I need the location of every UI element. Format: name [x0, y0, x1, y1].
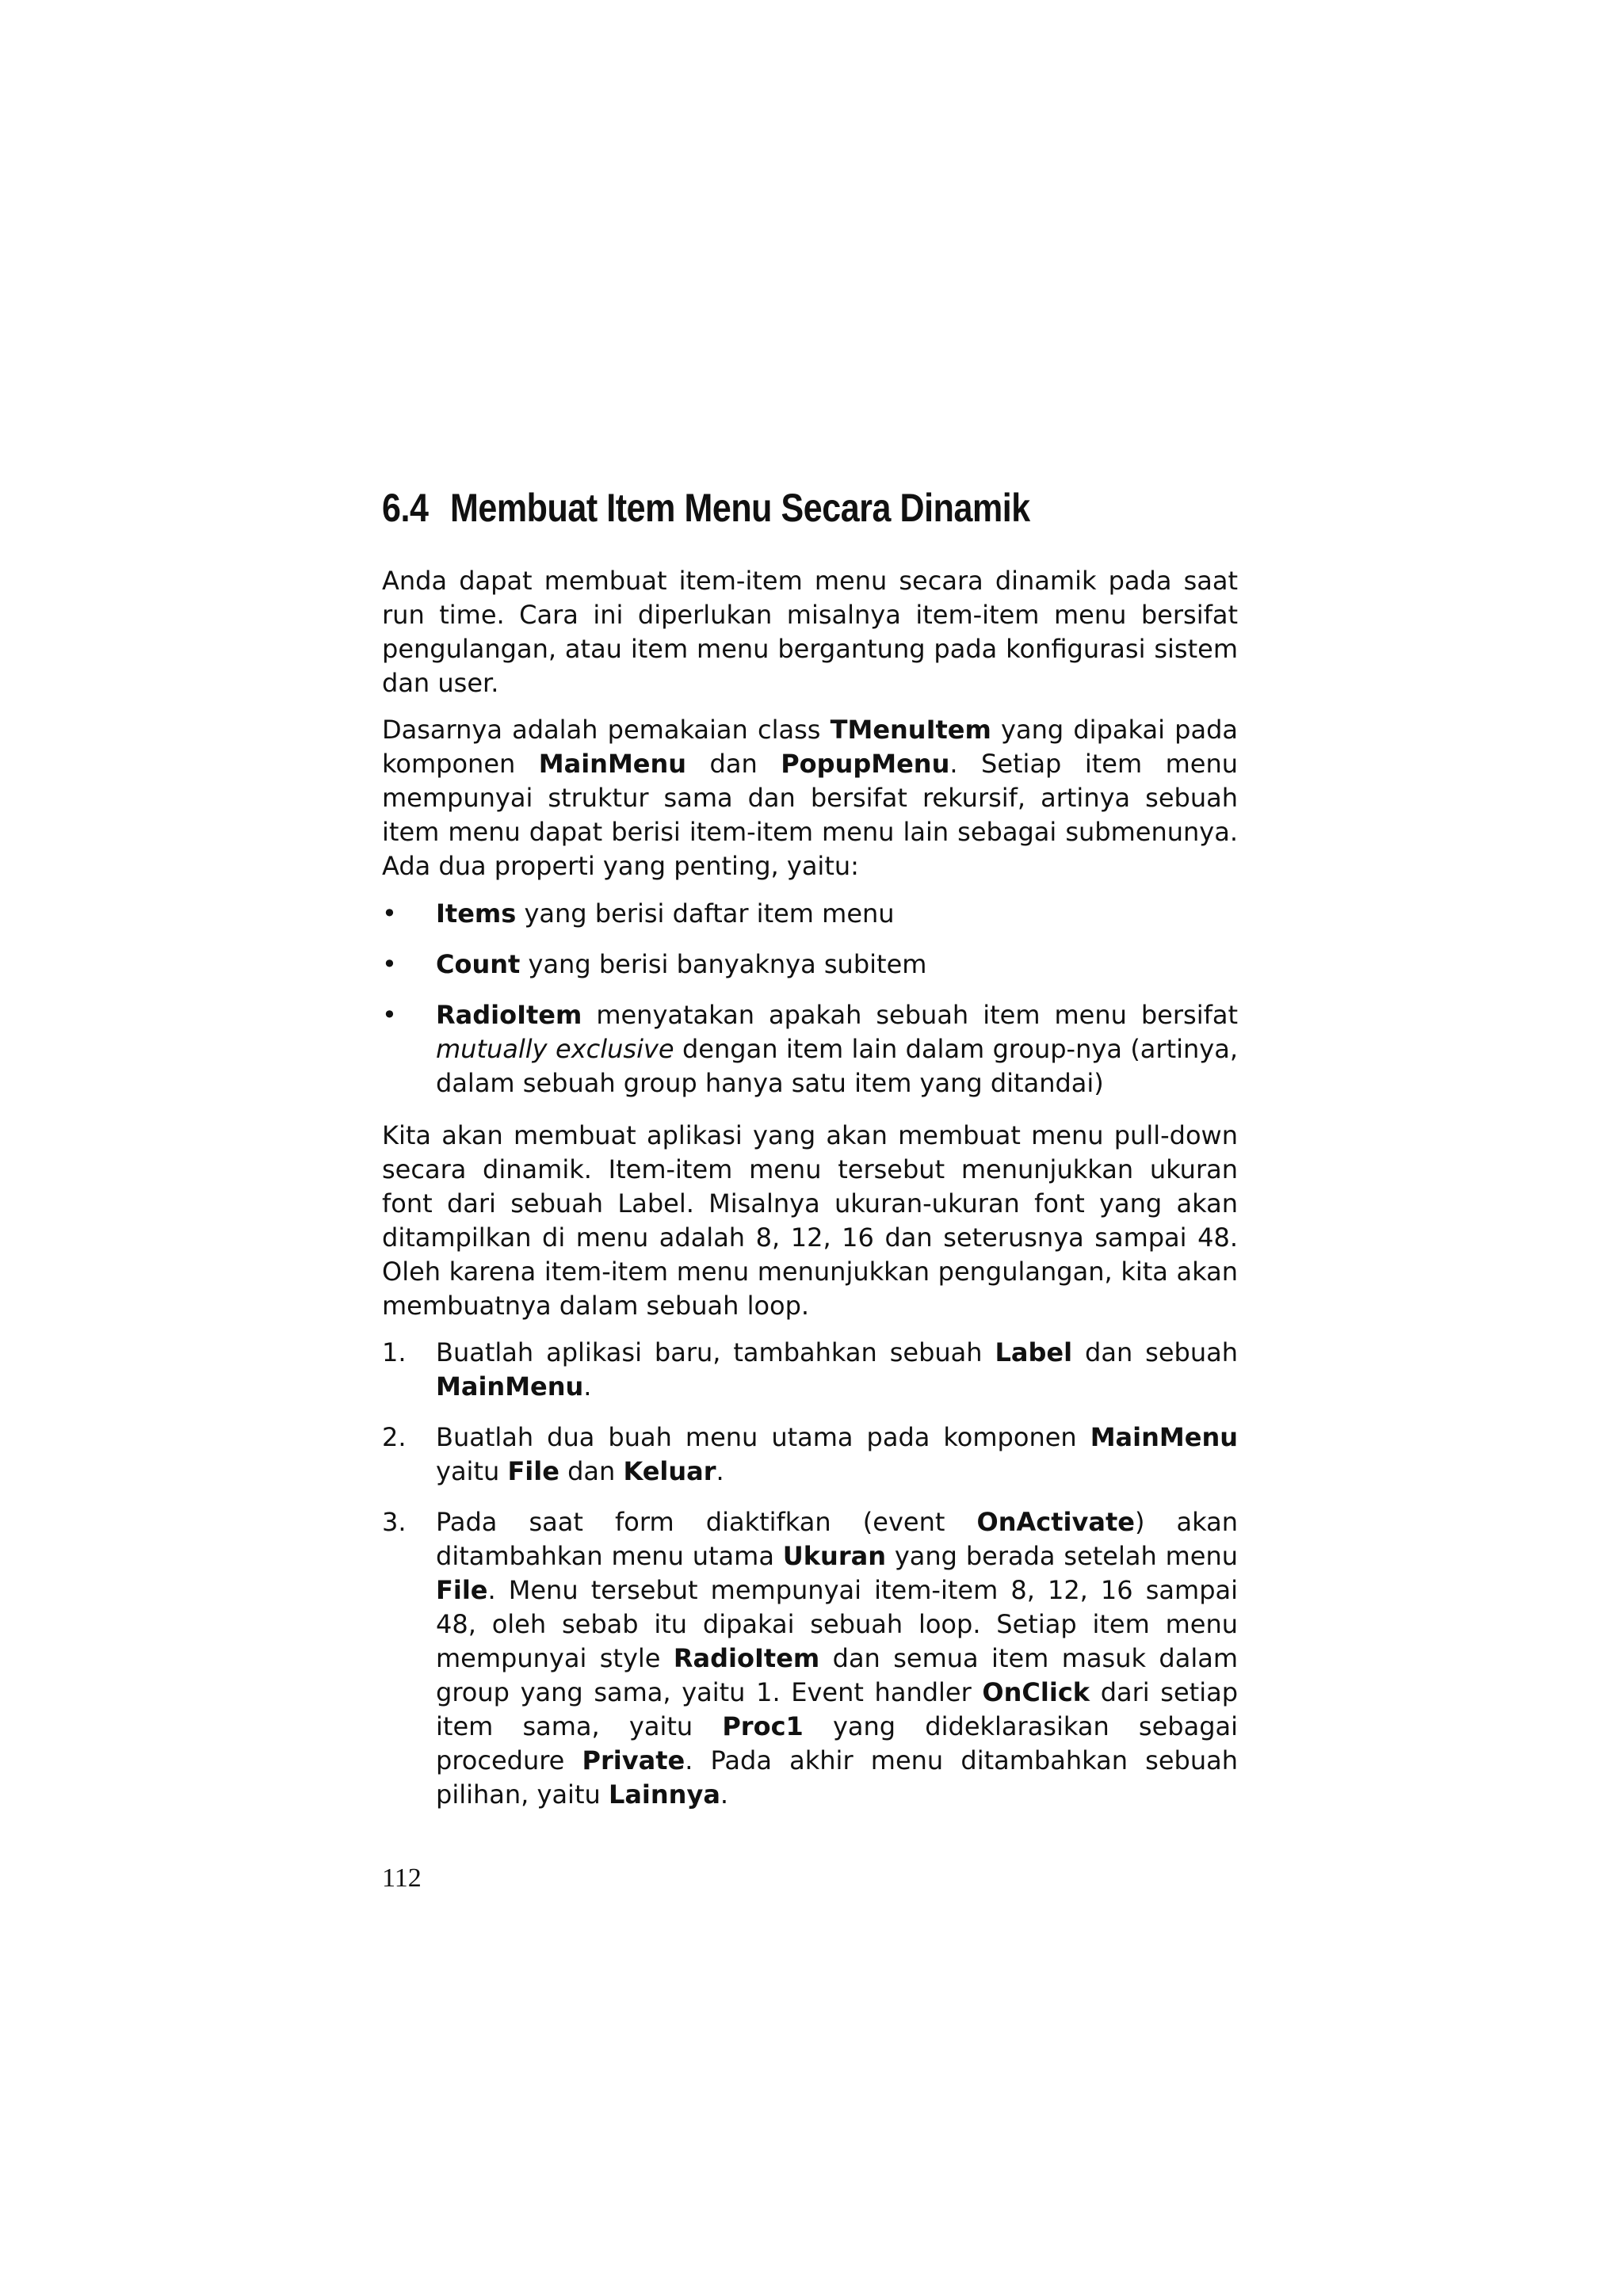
step-item-1: [382, 1336, 1238, 1404]
text-run: dan sebuah: [1072, 1337, 1239, 1367]
section-title: Membuat Item Menu Secara Dinamik: [450, 486, 1030, 530]
bullet-text: [436, 1000, 1238, 1098]
bold-term: TMenuItem: [830, 715, 991, 745]
text-run: dari setiap item sama, yaitu: [436, 1677, 1239, 1741]
text-run: Kita akan membuat aplikasi yang akan membuat menu pull-down secara dinamik. Item-item menu tersebut menunjukkan ukuran font dari sebuah Label. Misalnya ukuran-ukuran font yang akan ditampilkan di menu adalah 8, 12, 16 dan seterusnya sampai 48. Oleh karena item-item menu menunjukkan pengulangan, kita akan membuatnya dalam sebuah loop.: [382, 1120, 1238, 1321]
bullet-marker: •: [382, 898, 397, 929]
bold-term: RadioItem: [436, 1000, 582, 1030]
text-run: .: [583, 1371, 592, 1402]
pulldown-paragraph: [382, 1119, 1238, 1323]
step-number: 3.: [382, 1507, 407, 1537]
step-text: [436, 1422, 1238, 1486]
step-item-2: [382, 1421, 1238, 1489]
text-run: dan: [559, 1456, 624, 1486]
intro-paragraph: [382, 564, 1238, 700]
text-run: dengan item lain dalam group-nya (artinya, dalam sebuah group hanya satu item yang ditandai): [436, 1034, 1239, 1098]
text-run: yang berada setelah menu: [885, 1541, 1239, 1571]
italic-term: mutually exclusive: [436, 1034, 674, 1064]
text-run: Dasarnya adalah pemakaian class: [382, 715, 831, 745]
text-run: .: [720, 1779, 729, 1810]
text-run: yang dideklarasikan sebagai procedure: [436, 1711, 1238, 1775]
bold-term: File: [436, 1575, 488, 1605]
bold-term: Proc1: [722, 1711, 804, 1741]
tmenuitem-paragraph: [382, 713, 1238, 883]
text-run: yaitu: [436, 1456, 508, 1486]
bold-term: PopupMenu: [781, 749, 950, 779]
bold-term: File: [507, 1456, 559, 1486]
step-text: [436, 1507, 1238, 1810]
bold-term: Label: [995, 1337, 1073, 1367]
bullet-item-radioitem: [382, 998, 1238, 1100]
bold-term: Keluar: [623, 1456, 716, 1486]
step-text: [436, 1337, 1238, 1402]
text-run: menyatakan apakah sebuah item menu bersifat: [582, 1000, 1238, 1030]
text-run: . Pada akhir menu ditambahkan sebuah pilihan, yaitu: [436, 1745, 1239, 1810]
step-number: 2.: [382, 1422, 407, 1452]
bullet-text: [436, 949, 926, 979]
bold-term: RadioItem: [673, 1643, 820, 1673]
page-number: 112: [382, 1863, 422, 1893]
bold-term: Items: [436, 898, 517, 929]
bold-term: Lainnya: [608, 1779, 720, 1810]
bold-term: Ukuran: [782, 1541, 886, 1571]
text-run: dan semua item masuk dalam group yang sama, yaitu 1. Event handler: [436, 1643, 1239, 1707]
bullet-marker: •: [382, 1000, 397, 1030]
text-run: dan: [686, 749, 781, 779]
text-run: . Menu tersebut mempunyai item-item 8, 12, 16 sampai 48, oleh sebab itu dipakai sebuah loop. Setiap item menu mempunyai style: [436, 1575, 1238, 1673]
text-run: yang berisi daftar item menu: [516, 898, 895, 929]
text-run: yang dipakai pada komponen: [382, 715, 1239, 779]
text-run: Pada saat form diaktifkan (event: [436, 1507, 977, 1537]
bold-term: OnClick: [982, 1677, 1090, 1707]
bold-term: Private: [582, 1745, 685, 1775]
bullet-marker: •: [382, 949, 397, 979]
section-heading: [382, 485, 1030, 531]
text-run: .: [716, 1456, 724, 1486]
bullet-item-items: [382, 897, 1238, 931]
bold-term: MainMenu: [1090, 1422, 1238, 1452]
text-run: Buatlah dua buah menu utama pada komponen: [436, 1422, 1090, 1452]
step-number: 1.: [382, 1337, 407, 1367]
bold-term: MainMenu: [436, 1371, 584, 1402]
step-item-3: [382, 1505, 1238, 1812]
steps-list: [382, 1336, 1238, 1812]
text-run: ) akan ditambahkan menu utama: [436, 1507, 1239, 1571]
bullet-item-count: [382, 948, 1238, 982]
bold-term: MainMenu: [538, 749, 687, 779]
bullet-text: [436, 898, 895, 929]
text-run: Buatlah aplikasi baru, tambahkan sebuah: [436, 1337, 995, 1367]
section-number: 6.4: [382, 486, 429, 530]
text-run: Anda dapat membuat item-item menu secara dinamik pada saat run time. Cara ini diperlukan misalnya item-item menu bersifat pengulangan, atau item menu bergantung pada konfigurasi sistem dan user.: [382, 566, 1238, 698]
bold-term: OnActivate: [976, 1507, 1135, 1537]
property-bullet-list: [382, 897, 1238, 1100]
text-run: yang berisi banyaknya subitem: [520, 949, 927, 979]
text-run: . Setiap item menu mempunyai struktur sama dan bersifat rekursif, artinya sebuah item menu dapat berisi item-item menu lain sebagai submenunya. Ada dua properti yang penting, yaitu:: [382, 749, 1239, 881]
bold-term: Count: [436, 949, 521, 979]
